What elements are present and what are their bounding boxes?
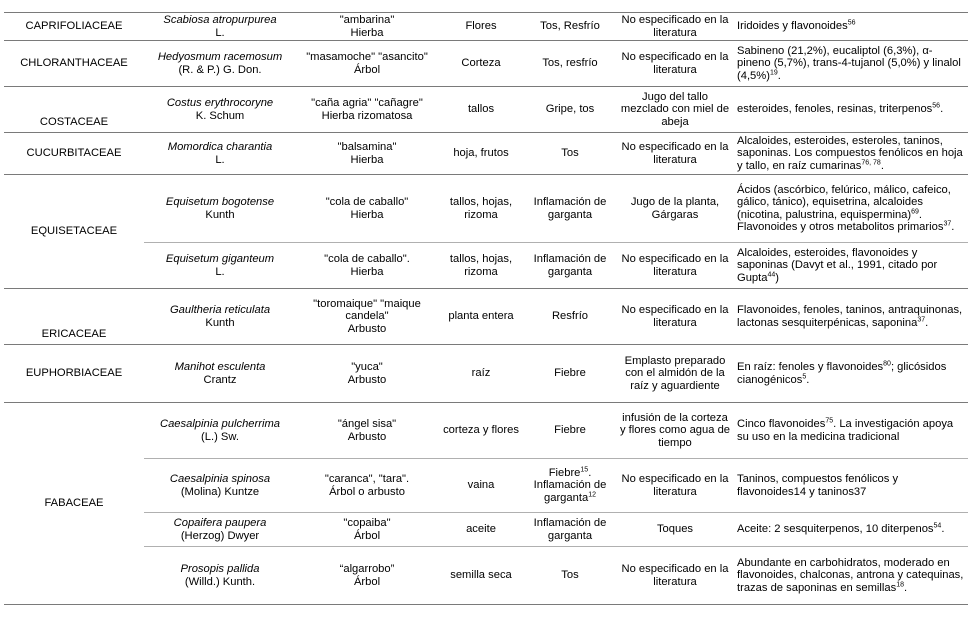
ref-sup: 37: [943, 220, 952, 228]
compounds-cell: [734, 41, 968, 87]
compounds-cell: [734, 13, 968, 41]
use-cell: Gripe, tos: [524, 87, 616, 133]
common-name-cell: [296, 403, 438, 459]
species-author: Crantz: [203, 373, 237, 386]
habit: Árbol: [353, 529, 381, 542]
compounds-cell: [734, 289, 968, 345]
part-cell: aceite: [438, 513, 524, 547]
plant-table: [4, 12, 968, 605]
species-cell: [144, 175, 296, 243]
species-author: (Molina) Kuntze: [180, 485, 260, 498]
prep-cell: Jugo de la planta, Gárgaras: [616, 175, 734, 243]
family-cell: COSTACEAE: [4, 87, 144, 133]
compounds-text: esteroides, fenoles, resinas, triterpenos: [737, 103, 933, 116]
common-name: "caranca", "tara".: [324, 473, 410, 486]
ref-sup: 80: [883, 360, 891, 368]
habit: Hierba: [350, 208, 384, 221]
ref-sup: 54: [933, 522, 942, 530]
table-row: [4, 403, 968, 459]
table-row: [4, 345, 968, 403]
ref-sup: 75: [825, 417, 834, 425]
table-row: [4, 459, 968, 513]
table-row: [4, 513, 968, 547]
ref-sup: 76, 78: [861, 159, 881, 167]
species-cell: [144, 41, 296, 87]
prep-cell: No especificado en la literatura: [616, 243, 734, 289]
common-name: "balsamina": [337, 141, 397, 154]
species-name: Manihot esculenta: [174, 361, 266, 374]
use-cell: Inflamación de garganta: [524, 513, 616, 547]
table-row: [4, 41, 968, 87]
use-cell: Tos: [524, 547, 616, 605]
part-cell: tallos, hojas, rizoma: [438, 175, 524, 243]
common-name: "cola de caballo": [325, 196, 409, 209]
common-name: "toromaique" "maique candela": [313, 297, 421, 323]
prep-cell: No especificado en la literatura: [616, 547, 734, 605]
compounds-text: Alcaloides, esteroides, esteroles, taninos, saponinas. Los compuestos fenólicos en hoja y tallo, en raíz cumarinas: [737, 134, 963, 172]
species-cell: [144, 87, 296, 133]
compounds-text: Alcaloides, esteroides, flavonoides y saponinas (Davyt et al., 1991, citado por Gupta: [737, 246, 938, 284]
species-author: L.: [215, 153, 225, 166]
part-cell: semilla seca: [438, 547, 524, 605]
part-cell: Corteza: [438, 41, 524, 87]
species-author: (L.) Sw.: [201, 430, 239, 443]
ref-sup: 12: [588, 491, 596, 499]
species-author: K. Schum: [195, 109, 245, 122]
species-author: L.: [215, 265, 225, 278]
compounds-cell: [734, 513, 968, 547]
use-text: Fiebre: [548, 466, 581, 479]
use-cell: Inflamación de garganta: [524, 243, 616, 289]
common-name-cell: [296, 133, 438, 175]
use-cell: Fiebre: [524, 345, 616, 403]
table-row: [4, 243, 968, 289]
use-cell: Inflamación de garganta: [524, 175, 616, 243]
common-name-cell: [296, 289, 438, 345]
compounds-tail: .: [951, 221, 955, 234]
species-name: Costus erythrocoryne: [166, 97, 274, 110]
ref-sup: 5: [802, 372, 807, 380]
part-cell: Flores: [438, 13, 524, 41]
compounds-text: Abundante en carbohidratos, moderado en flavonoides, chalconas, antrona y catequinas, trazas de saponinas en semillas: [737, 556, 964, 594]
ref-sup: 56: [932, 102, 941, 110]
compounds-cell: [734, 133, 968, 175]
species-author: Kunth: [205, 208, 235, 221]
common-name-cell: [296, 41, 438, 87]
compounds-text: Taninos, compuestos fenólicos y flavonoides14 y taninos37: [737, 473, 899, 498]
prep-cell: Jugo del tallo mezclado con miel de abeja: [616, 87, 734, 133]
use-cell: Tos, resfrío: [524, 41, 616, 87]
part-cell: corteza y flores: [438, 403, 524, 459]
common-name: “algarrobo”: [339, 563, 395, 576]
family-cell: FABACEAE: [4, 403, 144, 605]
common-name-cell: [296, 547, 438, 605]
species-cell: [144, 345, 296, 403]
table-row: [4, 133, 968, 175]
compounds-tail: ; glicósidos cianogénicos: [737, 361, 947, 386]
family-cell: CUCURBITACEAE: [4, 133, 144, 175]
family-cell: EQUISETACEAE: [4, 175, 144, 289]
part-cell: raíz: [438, 345, 524, 403]
prep-cell: No especificado en la literatura: [616, 13, 734, 41]
species-name: Copaifera paupera: [173, 517, 267, 530]
table-row: [4, 547, 968, 605]
compounds-tail: . La investigación apoya su uso en la medicina tradicional: [737, 418, 954, 443]
compounds-tail: .: [904, 581, 908, 594]
compounds-text: Flavonoides, fenoles, taninos, antraquinonas, lactonas sesquiterpénicas, saponina: [737, 304, 963, 329]
part-cell: planta entera: [438, 289, 524, 345]
compounds-tail: ): [775, 271, 780, 284]
ref-sup: 69: [911, 207, 919, 215]
ref-sup: 19: [769, 69, 778, 77]
part-cell: hoja, frutos: [438, 133, 524, 175]
table-row: [4, 175, 968, 243]
species-name: Scabiosa atropurpurea: [163, 14, 277, 26]
table-row: [4, 289, 968, 345]
prep-cell: Toques: [616, 513, 734, 547]
ref-sup: 44: [767, 271, 776, 279]
part-cell: tallos, hojas, rizoma: [438, 243, 524, 289]
habit: Hierba rizomatosa: [321, 109, 413, 122]
family-cell: CHLORANTHACEAE: [4, 41, 144, 87]
habit: Arbusto: [347, 430, 387, 443]
prep-cell: Emplasto preparado con el almidón de la raíz y aguardiente: [616, 345, 734, 403]
use-cell: [524, 459, 616, 513]
species-author: (Willd.) Kunth.: [184, 575, 256, 588]
common-name: "cola de caballo".: [324, 253, 410, 266]
species-name: Equisetum bogotense: [165, 196, 275, 209]
compounds-cell: [734, 403, 968, 459]
common-name-cell: [296, 513, 438, 547]
species-cell: [144, 243, 296, 289]
prep-cell: No especificado en la literatura: [616, 133, 734, 175]
compounds-tail: .: [925, 316, 929, 329]
prep-cell: No especificado en la literatura: [616, 41, 734, 87]
compounds-text: Iridoides y flavonoides: [737, 20, 848, 33]
compounds-cell: [734, 243, 968, 289]
common-name: "ángel sisa": [337, 418, 397, 431]
species-cell: [144, 403, 296, 459]
species-name: Hedyosmum racemosum: [157, 51, 283, 64]
compounds-tail: . Flavonoides y otros metabolitos primarios: [737, 208, 944, 234]
common-name-cell: [296, 175, 438, 243]
use-cell: Tos: [524, 133, 616, 175]
compounds-text: Aceite: 2 sesquiterpenos, 10 diterpenos: [737, 523, 934, 536]
compounds-cell: [734, 175, 968, 243]
species-name: Equisetum giganteum: [165, 253, 275, 266]
compounds-tail: .: [880, 159, 884, 172]
use-cell: Resfrío: [524, 289, 616, 345]
habit: Hierba: [350, 26, 384, 39]
species-cell: [144, 547, 296, 605]
ref-sup: 15: [580, 466, 589, 474]
table-row: [4, 87, 968, 133]
use-cell: Tos, Resfrío: [524, 13, 616, 41]
common-name: "yuca": [351, 361, 383, 374]
compounds-text: En raíz: fenoles y flavonoides: [737, 361, 884, 374]
family-cell: ERICACEAE: [4, 289, 144, 345]
habit: Arbusto: [347, 322, 387, 335]
species-name: Gaultheria reticulata: [169, 304, 271, 317]
part-cell: tallos: [438, 87, 524, 133]
compounds-tail: .: [806, 373, 810, 386]
common-name-cell: [296, 13, 438, 41]
ref-sup: 18: [896, 581, 904, 589]
use-tail: . Inflamación de garganta: [533, 466, 607, 504]
ref-sup: 56: [847, 19, 856, 27]
common-name-cell: [296, 459, 438, 513]
compounds-text: Ácidos (ascórbico, felúrico, málico, cafeico, gálico, tánico), equisetrina, alcaloides (nicotina, palustrina, equispermina): [737, 183, 951, 221]
part-cell: vaina: [438, 459, 524, 513]
compounds-cell: [734, 547, 968, 605]
habit: Árbol: [353, 63, 381, 76]
species-author: Kunth: [205, 316, 235, 329]
species-name: Caesalpinia spinosa: [169, 473, 271, 486]
family-cell: CAPRIFOLIACEAE: [4, 13, 144, 41]
common-name-cell: [296, 87, 438, 133]
use-cell: Fiebre: [524, 403, 616, 459]
common-name: "copaiba": [343, 517, 391, 530]
common-name: "caña agria" "cañagre": [311, 97, 423, 110]
compounds-cell: [734, 459, 968, 513]
species-author: (R. & P.) G. Don.: [178, 63, 262, 76]
family-cell: EUPHORBIACEAE: [4, 345, 144, 403]
compounds-cell: [734, 345, 968, 403]
compounds-text: Cinco flavonoides: [737, 418, 826, 431]
habit: Hierba: [350, 265, 384, 278]
compounds-text: Sabineno (21,2%), eucaliptol (6,3%), α-pineno (5,7%), trans-4-tujanol (5,0%) y linalol (4,5%): [737, 44, 961, 82]
compounds-tail: .: [777, 69, 781, 82]
habit: Árbol o arbusto: [329, 485, 405, 498]
species-name: Momordica charantia: [167, 141, 273, 154]
species-name: Prosopis pallida: [180, 563, 260, 576]
common-name-cell: [296, 243, 438, 289]
ref-sup: 37: [917, 315, 926, 323]
compounds-tail: .: [941, 523, 945, 536]
species-cell: [144, 133, 296, 175]
prep-cell: No especificado en la literatura: [616, 289, 734, 345]
species-cell: [144, 289, 296, 345]
species-cell: [144, 459, 296, 513]
common-name-cell: [296, 345, 438, 403]
common-name: "masamoche" "asancito": [306, 51, 428, 64]
habit: Árbol: [353, 575, 381, 588]
common-name: "ambarina": [339, 14, 395, 26]
species-author: (Herzog) Dwyer: [180, 529, 260, 542]
prep-cell: No especificado en la literatura: [616, 459, 734, 513]
table-row: [4, 13, 968, 41]
compounds-cell: [734, 87, 968, 133]
species-cell: [144, 13, 296, 41]
species-author: L.: [215, 26, 225, 39]
species-name: Caesalpinia pulcherrima: [159, 418, 280, 431]
habit: Hierba: [350, 153, 384, 166]
habit: Arbusto: [347, 373, 387, 386]
prep-cell: infusión de la corteza y flores como agua de tiempo: [616, 403, 734, 459]
species-cell: [144, 513, 296, 547]
compounds-tail: .: [940, 103, 944, 116]
